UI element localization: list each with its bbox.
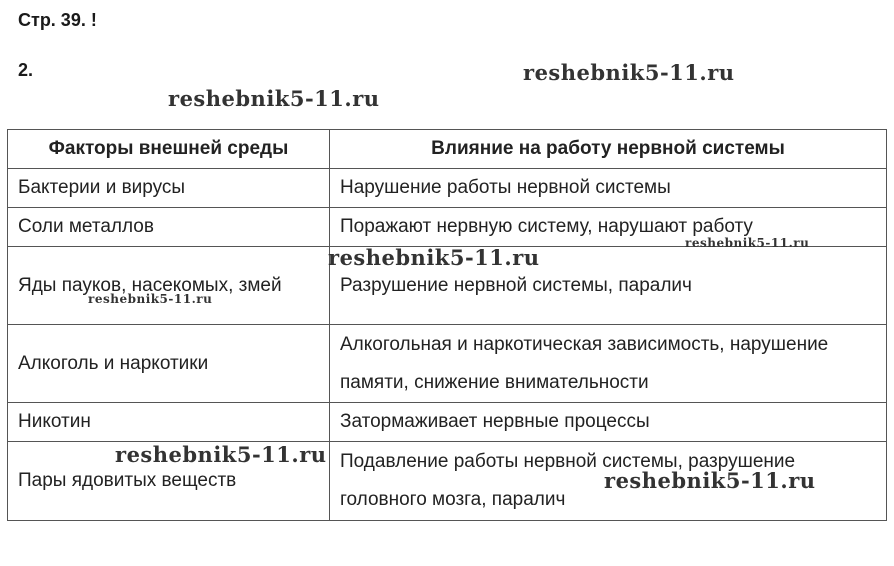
effect-cell: Нарушение работы нервной системы: [330, 169, 887, 208]
task-number: 2.: [18, 60, 34, 80]
watermark: reshebnik5-11.ru: [168, 86, 380, 111]
watermark: reshebnik5-11.ru: [523, 60, 735, 85]
factor-cell: Никотин: [8, 403, 330, 442]
watermark: reshebnik5-11.ru: [604, 468, 816, 493]
table-row: [8, 325, 887, 403]
watermark: reshebnik5-11.ru: [328, 245, 540, 270]
table-row: [8, 403, 887, 442]
effect-cell: Разрушение нервной системы, паралич: [330, 247, 887, 325]
page-reference: Стр. 39. !: [18, 10, 97, 30]
factor-cell: Бактерии и вирусы: [8, 169, 330, 208]
watermark: reshebnik5-11.ru: [115, 442, 327, 467]
table-row: [8, 169, 887, 208]
factor-cell: Пары ядовитых веществ: [8, 442, 330, 521]
watermark: reshebnik5-11.ru: [685, 236, 810, 250]
column-header-influence: Влияние на работу нервной системы: [330, 130, 887, 169]
effect-cell: Затормаживает нервные процессы: [330, 403, 887, 442]
factor-cell: Соли металлов: [8, 208, 330, 247]
column-header-factors: Факторы внешней среды: [8, 130, 330, 169]
effect-cell: Алкогольная и наркотическая зависимость, нарушение памяти, снижение внимательности: [330, 325, 887, 403]
factor-cell: Алкоголь и наркотики: [8, 325, 330, 403]
effect-cell: Подавление работы нервной системы, разрушение головного мозга, паралич: [330, 442, 887, 521]
effect-cell: Поражают нервную систему, нарушают работу: [330, 208, 887, 247]
watermark: reshebnik5-11.ru: [88, 292, 213, 306]
factor-cell: Яды пауков, насекомых, змей: [8, 247, 330, 325]
table-header-row: [8, 130, 887, 169]
